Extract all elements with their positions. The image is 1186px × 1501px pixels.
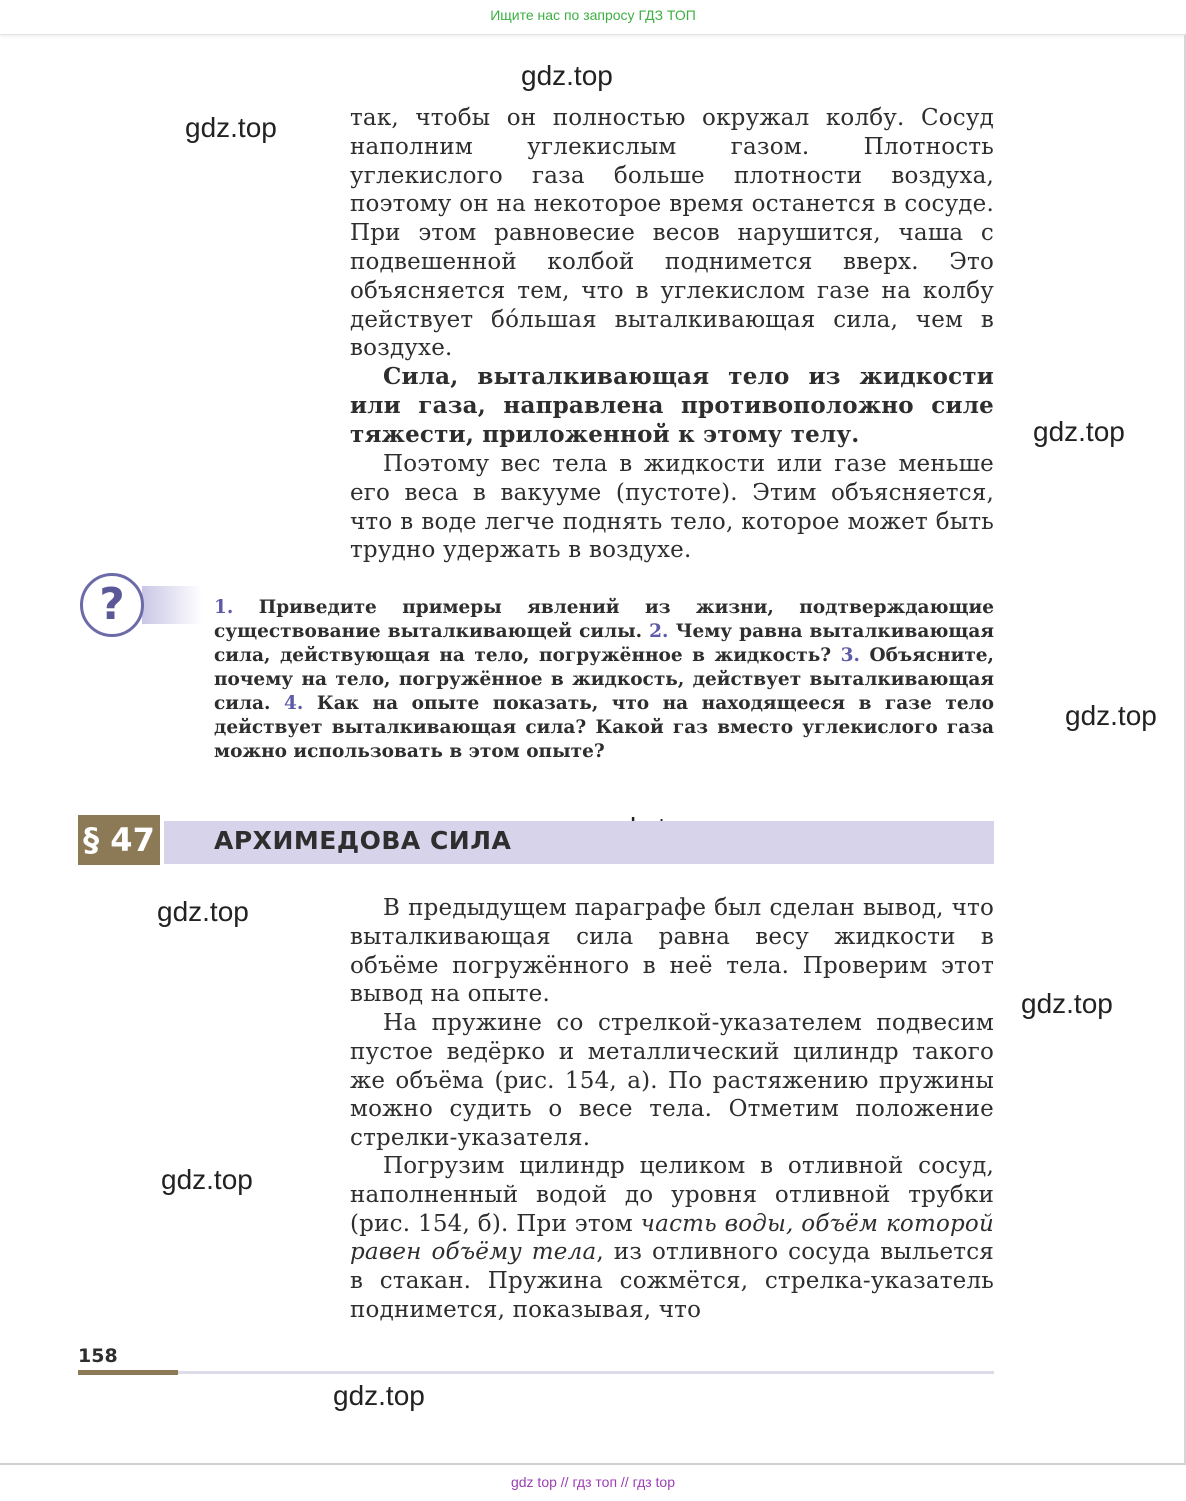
paragraph-6-start: Погрузим цилиндр целиком в отливной сосуд, наполненный водой до уровня отливной трубки (рис. 154, б). При этом (350, 1153, 994, 1237)
paragraph-6-italic: часть воды, объём которой равен объёму тела (350, 1210, 994, 1266)
top-banner: Ищите нас по запросу ГДЗ ТОП (0, 0, 1186, 35)
paragraph-5: На пружине со стрелкой-указателем подвесим пустое ведёрко и металлический цилиндр такого же объёма (рис. 154, а). По растяжению пружины можно судить о весе тела. Отметим положение стрелки-указателя. (350, 1010, 994, 1152)
paragraph-bold-rule: Сила, выталкивающая тело из жидкости или газа, направлена противоположно силе тяжести, приложенной к этому телу. (350, 363, 994, 448)
watermark: gdz.top (1065, 700, 1157, 731)
question-text: Как на опыте показать, что на находящееся в газе тело действует выталкивающая сила? Какой газ вместо углекислого газа можно использовать в этом опыте? (214, 693, 994, 762)
question-number: 4. (284, 693, 304, 714)
page-rule-accent (78, 1370, 178, 1375)
question-number: 1. (214, 597, 234, 618)
watermark: gdz.top (1033, 416, 1125, 447)
question-number: 2. (649, 621, 669, 642)
question-icon-band (142, 586, 202, 624)
paragraph-6-end: , из отливного сосуда выльется в стакан. Пружина сожмётся, стрелка-указатель поднимется, показывая, что (350, 1239, 994, 1323)
watermark: gdz.top (1021, 988, 1113, 1019)
page-rule (178, 1371, 994, 1374)
paragraph-1: так, чтобы он полностью окружал колбу. Сосуд наполним углекислым газом. Плотность углекислого газа больше плотности воздуха, поэтому он на некоторое время останется в сосуде. При этом равновесие весов нарушится, чаша с подвешенной колбой поднимется вверх. Это объясняется тем, что в углекислом газе на колбу действует бо́льшая выталкивающая сила, чем в воздухе. (350, 105, 994, 362)
paragraph-3: Поэтому вес тела в жидкости или газе меньше его веса в вакууме (пустоте). Этим объясняется, что в воде легче поднять тело, которое может быть трудно удержать в воздухе. (350, 451, 994, 564)
question-text: Объясните, почему на тело, погружённое в жидкость, действует выталкивающая сила. (214, 645, 994, 714)
watermark: gdz.top (161, 1164, 253, 1195)
watermark: gdz.top (185, 112, 277, 143)
page-number: 158 (78, 1345, 118, 1367)
question-text: Чему равна выталкивающая сила, действующая на тело, погружённое в жидкость? (214, 621, 994, 666)
paragraph-6 (350, 1152, 994, 1325)
watermark: gdz.top (521, 60, 613, 91)
question-icon: ? (80, 573, 144, 637)
question-text: Приведите примеры явлений из жизни, подтверждающие существование выталкивающей силы. (214, 597, 994, 642)
section-title: АРХИМЕДОВА СИЛА (214, 826, 512, 855)
questions-block (214, 596, 994, 764)
paragraph-4: В предыдущем параграфе был сделан вывод, что выталкивающая сила равна весу жидкости в объёме погружённого в неё тела. Проверим этот вывод на опыте. (350, 895, 994, 1008)
section-number: § 47 (78, 815, 160, 865)
watermark: gdz.top (333, 1380, 425, 1411)
watermark: gdz.top (157, 896, 249, 927)
question-number: 3. (840, 645, 860, 666)
footer-links[interactable]: gdz top // гдз топ // гдз top (510, 1474, 676, 1490)
